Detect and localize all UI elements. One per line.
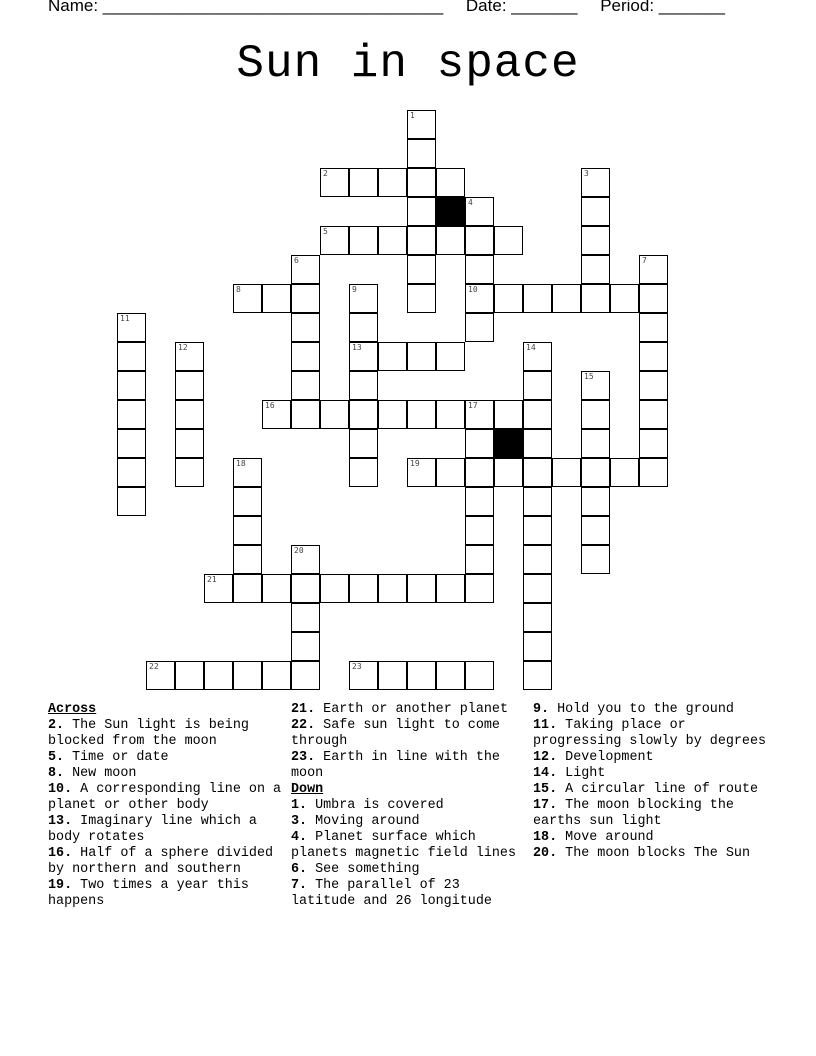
clue-number: 18.	[533, 830, 566, 845]
clue-text: See something	[315, 862, 420, 877]
clue-text: Earth in line with the moon	[291, 750, 500, 781]
clue-item	[291, 718, 527, 750]
crossword-cell[interactable]	[378, 342, 407, 371]
cell-number: 18	[236, 459, 246, 468]
crossword-cell[interactable]	[407, 139, 436, 168]
clue-item	[291, 814, 527, 830]
crossword-cell[interactable]	[233, 516, 262, 545]
crossword-cell[interactable]	[378, 226, 407, 255]
clue-item	[48, 766, 284, 782]
crossword-cell[interactable]	[291, 603, 320, 632]
crossword-cell[interactable]	[465, 516, 494, 545]
clue-text: Imaginary line which a body rotates	[48, 814, 257, 845]
cell-number: 3	[584, 169, 589, 178]
crossword-cell[interactable]	[262, 284, 291, 313]
crossword-cell[interactable]	[581, 371, 610, 400]
clue-number: 3.	[291, 814, 316, 829]
crossword-cell[interactable]	[639, 342, 668, 371]
crossword-cell[interactable]	[407, 458, 436, 487]
crossword-cell[interactable]	[349, 168, 378, 197]
crossword-cell[interactable]	[291, 342, 320, 371]
crossword-cell[interactable]	[436, 574, 465, 603]
clue-number: 5.	[48, 750, 73, 765]
clue-text: Half of a sphere divided by northern and southern	[48, 846, 274, 877]
clue-number: 7.	[291, 878, 316, 893]
clue-text: A corresponding line on a planet or other body	[48, 782, 282, 813]
cell-number: 21	[207, 575, 217, 584]
crossword-cell[interactable]	[581, 516, 610, 545]
crossword-cell[interactable]	[523, 603, 552, 632]
clue-number: 9.	[533, 702, 558, 717]
crossword-cell[interactable]	[233, 574, 262, 603]
clue-number: 6.	[291, 862, 316, 877]
cell-number: 1	[410, 111, 415, 120]
crossword-cell[interactable]	[349, 429, 378, 458]
crossword-cell[interactable]	[465, 226, 494, 255]
crossword-cell[interactable]	[291, 545, 320, 574]
crossword-cell[interactable]	[523, 545, 552, 574]
crossword-cell[interactable]	[465, 284, 494, 313]
crossword-cell[interactable]	[204, 661, 233, 690]
crossword-cell[interactable]	[117, 313, 146, 342]
crossword-cell[interactable]	[581, 458, 610, 487]
down-heading: Down	[291, 782, 324, 797]
clue-number: 16.	[48, 846, 81, 861]
clue-item	[48, 718, 284, 750]
clue-text: Time or date	[72, 750, 169, 765]
crossword-cell[interactable]	[523, 574, 552, 603]
crossword-cell[interactable]	[465, 429, 494, 458]
crossword-cell[interactable]	[581, 168, 610, 197]
clue-item	[291, 798, 527, 814]
crossword-cell[interactable]	[523, 429, 552, 458]
crossword-cell[interactable]	[175, 661, 204, 690]
clue-text: Two times a year this happens	[48, 878, 249, 909]
crossword-cell[interactable]	[407, 342, 436, 371]
cell-number: 10	[468, 285, 478, 294]
crossword-cell[interactable]	[494, 458, 523, 487]
clues-column-1	[48, 702, 284, 910]
clue-text: New moon	[72, 766, 137, 781]
clue-item	[533, 718, 773, 750]
crossword-cell[interactable]	[552, 284, 581, 313]
crossword-cell[interactable]	[378, 661, 407, 690]
crossword-cell[interactable]	[436, 226, 465, 255]
clue-text: Safe sun light to come through	[291, 718, 500, 749]
cell-number: 19	[410, 459, 420, 468]
crossword-cell[interactable]	[407, 400, 436, 429]
crossword-cell[interactable]	[465, 400, 494, 429]
crossword-cell[interactable]	[523, 342, 552, 371]
clue-item	[533, 846, 773, 862]
clue-number: 21.	[291, 702, 324, 717]
crossword-cell[interactable]	[262, 574, 291, 603]
clue-item	[48, 878, 284, 910]
crossword-cell[interactable]	[639, 313, 668, 342]
clue-number: 2.	[48, 718, 73, 733]
crossword-cell[interactable]	[291, 661, 320, 690]
crossword-cell[interactable]	[291, 371, 320, 400]
clue-item	[533, 798, 773, 830]
crossword-cell[interactable]	[523, 661, 552, 690]
clue-item	[533, 766, 773, 782]
crossword-cell[interactable]	[320, 168, 349, 197]
crossword-cell[interactable]	[175, 458, 204, 487]
crossword-cell[interactable]	[407, 255, 436, 284]
cell-number: 4	[468, 198, 473, 207]
crossword-cell[interactable]	[349, 458, 378, 487]
crossword-cell[interactable]	[262, 400, 291, 429]
clue-text: Light	[565, 766, 606, 781]
across-heading: Across	[48, 702, 97, 717]
crossword-cell[interactable]	[291, 400, 320, 429]
clue-item	[533, 702, 773, 718]
clue-item	[533, 830, 773, 846]
crossword-cell[interactable]	[117, 487, 146, 516]
clue-number: 11.	[533, 718, 566, 733]
crossword-cell[interactable]	[407, 197, 436, 226]
clue-number: 19.	[48, 878, 81, 893]
cell-number: 9	[352, 285, 357, 294]
clue-text: Moving around	[315, 814, 420, 829]
crossword-cell[interactable]	[291, 255, 320, 284]
crossword-cell[interactable]	[407, 110, 436, 139]
clue-item	[48, 814, 284, 846]
crossword-cell[interactable]	[291, 632, 320, 661]
crossword-cell[interactable]	[233, 545, 262, 574]
crossword-cell[interactable]	[117, 458, 146, 487]
cell-number: 17	[468, 401, 478, 410]
crossword-cell[interactable]	[581, 284, 610, 313]
clue-text: Move around	[565, 830, 654, 845]
clue-text: Development	[565, 750, 654, 765]
clue-text: The Sun light is being blocked from the moon	[48, 718, 249, 749]
crossword-cell[interactable]	[349, 226, 378, 255]
black-square	[494, 429, 523, 458]
cell-number: 14	[526, 343, 536, 352]
clue-number: 8.	[48, 766, 73, 781]
crossword-cell[interactable]	[639, 284, 668, 313]
clue-number: 20.	[533, 846, 566, 861]
crossword-cell[interactable]	[494, 284, 523, 313]
crossword-cell[interactable]	[291, 574, 320, 603]
crossword-cell[interactable]	[407, 574, 436, 603]
cell-number: 6	[294, 256, 299, 265]
clue-item	[291, 702, 527, 718]
cell-number: 12	[178, 343, 188, 352]
crossword-cell[interactable]	[436, 342, 465, 371]
crossword-cell[interactable]	[581, 197, 610, 226]
crossword-cell[interactable]	[639, 255, 668, 284]
clue-number: 23.	[291, 750, 324, 765]
crossword-cell[interactable]	[349, 574, 378, 603]
crossword-cell[interactable]	[117, 342, 146, 371]
clue-text: The moon blocking the earths sun light	[533, 798, 734, 829]
clue-item	[48, 750, 284, 766]
crossword-cell[interactable]	[175, 400, 204, 429]
crossword-cell[interactable]	[436, 400, 465, 429]
clue-text: Hold you to the ground	[557, 702, 734, 717]
clue-item	[291, 830, 527, 862]
clue-item	[533, 750, 773, 766]
crossword-cell[interactable]	[233, 487, 262, 516]
clue-text: Umbra is covered	[315, 798, 444, 813]
crossword-cell[interactable]	[581, 545, 610, 574]
cell-number: 15	[584, 372, 594, 381]
crossword-cell[interactable]	[465, 661, 494, 690]
clue-number: 17.	[533, 798, 566, 813]
crossword-cell[interactable]	[610, 284, 639, 313]
cell-number: 2	[323, 169, 328, 178]
crossword-cell[interactable]	[233, 661, 262, 690]
cell-number: 5	[323, 227, 328, 236]
clue-number: 10.	[48, 782, 81, 797]
clue-number: 15.	[533, 782, 566, 797]
crossword-cell[interactable]	[639, 429, 668, 458]
crossword-cell[interactable]	[494, 226, 523, 255]
crossword-cell[interactable]	[407, 661, 436, 690]
page-title: Sun in space	[236, 38, 580, 90]
clue-number: 1.	[291, 798, 316, 813]
clue-item	[48, 846, 284, 878]
clue-number: 4.	[291, 830, 316, 845]
crossword-cell[interactable]	[204, 574, 233, 603]
crossword-cell[interactable]	[146, 661, 175, 690]
crossword-cell[interactable]	[349, 342, 378, 371]
cell-number: 22	[149, 662, 159, 671]
cell-number: 13	[352, 343, 362, 352]
clue-item	[291, 878, 527, 910]
crossword-cell[interactable]	[581, 226, 610, 255]
crossword-cell[interactable]	[465, 545, 494, 574]
crossword-cell[interactable]	[378, 400, 407, 429]
crossword-cell[interactable]	[581, 429, 610, 458]
clues-column-2	[291, 702, 527, 910]
crossword-cell[interactable]	[320, 400, 349, 429]
crossword-cell[interactable]	[581, 400, 610, 429]
clue-item	[291, 750, 527, 782]
crossword-cell[interactable]	[639, 458, 668, 487]
clue-text: Taking place or progressing slowly by degrees	[533, 718, 767, 749]
crossword-cell[interactable]	[349, 661, 378, 690]
crossword-cell[interactable]	[436, 458, 465, 487]
clue-text: The moon blocks The Sun	[565, 846, 750, 861]
crossword-cell[interactable]	[291, 313, 320, 342]
clue-text: Planet surface which planets magnetic field lines	[291, 830, 516, 861]
crossword-cell[interactable]	[465, 313, 494, 342]
crossword-cell[interactable]	[523, 371, 552, 400]
crossword-cell[interactable]	[465, 574, 494, 603]
crossword-cell[interactable]	[523, 487, 552, 516]
crossword-cell[interactable]	[465, 458, 494, 487]
crossword-cell[interactable]	[262, 661, 291, 690]
cell-number: 16	[265, 401, 275, 410]
crossword-cell[interactable]	[320, 574, 349, 603]
crossword-cell[interactable]	[407, 226, 436, 255]
crossword-cell[interactable]	[233, 458, 262, 487]
crossword-cell[interactable]	[523, 284, 552, 313]
clue-number: 14.	[533, 766, 566, 781]
crossword-cell[interactable]	[639, 371, 668, 400]
crossword-cell[interactable]	[523, 400, 552, 429]
crossword-cell[interactable]	[639, 400, 668, 429]
period-field[interactable]: Period: _______	[600, 0, 725, 15]
cell-number: 8	[236, 285, 241, 294]
clue-text: Earth or another planet	[323, 702, 508, 717]
crossword-cell[interactable]	[610, 458, 639, 487]
crossword-cell[interactable]	[465, 197, 494, 226]
black-square	[436, 197, 465, 226]
crossword-cell[interactable]	[523, 458, 552, 487]
crossword-cell[interactable]	[320, 226, 349, 255]
clue-number: 22.	[291, 718, 324, 733]
cell-number: 7	[642, 256, 647, 265]
crossword-cell[interactable]	[349, 371, 378, 400]
crossword-cell[interactable]	[175, 371, 204, 400]
clue-text: The parallel of 23 latitude and 26 longitude	[291, 878, 492, 909]
crossword-cell[interactable]	[407, 168, 436, 197]
clue-item	[291, 862, 527, 878]
crossword-cell[interactable]	[117, 371, 146, 400]
crossword-cell[interactable]	[175, 429, 204, 458]
crossword-cell[interactable]	[175, 342, 204, 371]
crossword-cell[interactable]	[465, 255, 494, 284]
crossword-cell[interactable]	[378, 574, 407, 603]
crossword-cell[interactable]	[465, 487, 494, 516]
cell-number: 23	[352, 662, 362, 671]
crossword-cell[interactable]	[291, 284, 320, 313]
crossword-cell[interactable]	[117, 400, 146, 429]
clue-number: 13.	[48, 814, 81, 829]
crossword-cell[interactable]	[581, 487, 610, 516]
clue-item	[48, 782, 284, 814]
crossword-cell[interactable]	[494, 400, 523, 429]
crossword-cell[interactable]	[407, 284, 436, 313]
crossword-cell[interactable]	[378, 168, 407, 197]
crossword-cell[interactable]	[233, 284, 262, 313]
crossword-cell[interactable]	[349, 284, 378, 313]
cell-number: 20	[294, 546, 304, 555]
crossword-cell[interactable]	[117, 429, 146, 458]
crossword-cell[interactable]	[523, 632, 552, 661]
crossword-cell[interactable]	[581, 255, 610, 284]
name-field[interactable]: Name: ____________________________________	[48, 0, 444, 15]
clue-text: A circular line of route	[565, 782, 759, 797]
cell-number: 11	[120, 314, 130, 323]
clue-item	[533, 782, 773, 798]
clues-column-3	[533, 702, 773, 862]
crossword-cell[interactable]	[436, 661, 465, 690]
crossword-cell[interactable]	[552, 458, 581, 487]
crossword-cell[interactable]	[436, 168, 465, 197]
crossword-cell[interactable]	[523, 516, 552, 545]
crossword-cell[interactable]	[349, 313, 378, 342]
crossword-cell[interactable]	[349, 400, 378, 429]
clue-number: 12.	[533, 750, 566, 765]
date-field[interactable]: Date: _______	[465, 0, 578, 15]
